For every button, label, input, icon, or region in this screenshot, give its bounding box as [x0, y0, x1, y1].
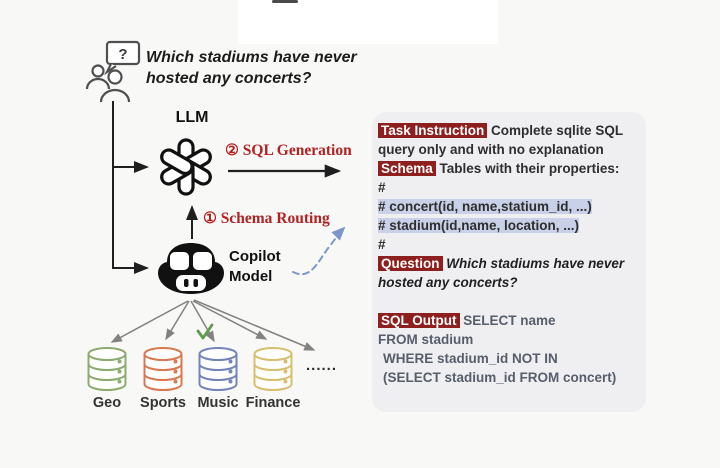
- user-question: [146, 47, 357, 89]
- sql-text-line2: FROM stadium: [378, 332, 474, 347]
- cropped-artifact: [272, 0, 298, 3]
- sql-text-inline: SELECT name: [463, 313, 556, 328]
- step-schema-routing: ① Schema Routing: [203, 210, 330, 227]
- user-question-line2: hosted any concerts?: [146, 70, 312, 87]
- copilot-label-line1: Copilot: [229, 248, 281, 265]
- schema-line: [378, 159, 640, 178]
- arrow-to-sports: [166, 301, 189, 339]
- person-back-head: [93, 66, 104, 77]
- question-mark: ?: [118, 46, 128, 63]
- database-icon: [141, 346, 185, 392]
- sql-output-line: [378, 311, 640, 330]
- copilot-label: [229, 247, 281, 287]
- task-instruction-text2: query only and with no explanation: [378, 142, 604, 157]
- task-instruction-line: [378, 121, 640, 140]
- database-label: Geo: [92, 395, 122, 411]
- prompt-panel: [372, 112, 646, 412]
- spacer: [378, 292, 640, 311]
- schema-text: Tables with their properties:: [439, 161, 620, 176]
- arrow-to-geo: [112, 301, 188, 342]
- hash-line: #: [378, 180, 386, 195]
- hash-line: #: [378, 237, 386, 252]
- database-icon: [85, 346, 129, 392]
- person-front-shoulders: [101, 90, 129, 102]
- dashed-schema-routing-arrow: [293, 228, 344, 274]
- user-question-line1: Which stadiums have never: [146, 49, 357, 66]
- arrow-to-music: [191, 301, 214, 341]
- database-finance: [245, 346, 301, 411]
- question-text2: hosted any concerts?: [378, 275, 518, 290]
- database-icon: [196, 346, 240, 392]
- copilot-icon: [157, 241, 225, 299]
- arrow-to-more: [194, 300, 314, 350]
- step-sql-generation: ② SQL Generation: [225, 142, 352, 159]
- sql-text-line3: WHERE stadium_id NOT IN: [383, 351, 558, 366]
- openai-logo-icon: [158, 139, 214, 195]
- task-instruction-text: Complete sqlite SQL: [491, 123, 624, 138]
- flow-user-to-copilot: [113, 101, 147, 268]
- copilot-label-line2: Model: [229, 268, 273, 285]
- check-icon: [198, 325, 212, 338]
- task-instruction-tag: Task Instruction: [378, 123, 487, 138]
- more-databases-ellipsis: ......: [306, 357, 338, 374]
- question-line: [378, 254, 640, 273]
- person-back-shoulders: [87, 79, 109, 89]
- user-flow-lines: [113, 101, 339, 268]
- database-label: Finance: [245, 395, 301, 411]
- llm-label: LLM: [175, 109, 209, 126]
- concert-schema-highlight: # concert(id, name,statium_id, ...): [378, 199, 592, 214]
- question-text: Which stadiums have never: [446, 256, 625, 271]
- database-label: Music: [197, 395, 239, 411]
- database-icon: [251, 346, 295, 392]
- sql-text-line4: (SELECT stadium_id FROM concert): [383, 370, 617, 385]
- arrow-to-finance: [193, 301, 266, 339]
- sql-output-tag: SQL Output: [378, 313, 460, 328]
- user-icon: [84, 40, 144, 104]
- routing-fan-arrows: [112, 300, 314, 350]
- background-strip: [238, 0, 498, 44]
- database-sports: [135, 346, 191, 411]
- concert-schema-line: [378, 197, 640, 216]
- question-tag: Question: [378, 256, 443, 271]
- schema-tag: Schema: [378, 161, 436, 176]
- database-music: [190, 346, 246, 411]
- stadium-schema-line: [378, 216, 640, 235]
- database-label: Sports: [140, 395, 186, 411]
- stadium-schema-highlight: # stadium(id,name, location, ...): [378, 218, 580, 233]
- database-geo: [79, 346, 135, 411]
- person-front-head: [109, 71, 122, 84]
